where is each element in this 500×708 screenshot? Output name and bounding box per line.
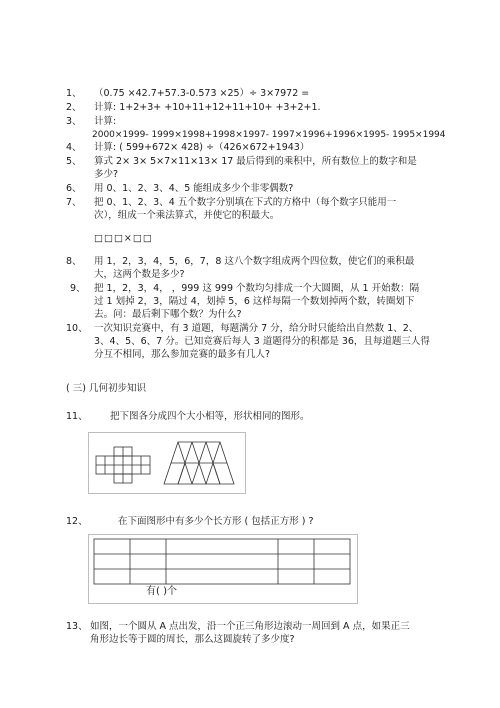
problem-13-text-line-1: 如图，一个圆从 A 点出发，沿一个正三角形边滚动一周回到 A 点，如果正三 [90,621,410,632]
problem-9-text-line-2: 过 1 划掉 2，3，隔过 4，划掉 5，6 这样每隔一个数划掉两个数，转圈划下 [94,296,415,307]
problem-3-text: 计算: [94,116,117,127]
problem-4-number: 4、 [66,142,82,153]
figure-12-rectangle-grid [88,534,358,604]
problem-11-number: 11、 [66,411,88,422]
problem-1-number: 1、 [66,88,82,99]
problem-8-text-line-1: 用 1，2，3，4，5，6，7，8 这八个数字组成两个四位数，使它们的乘积最 [94,256,415,267]
problem-2-number: 2、 [66,102,82,113]
problem-3-number: 3、 [66,116,82,127]
problem-3-expression: 2000×1999- 1999×1998+1998×1997- 1997×1996+1996×1995- 1995×1994 [92,130,446,140]
problem-5-text-line-2: 多少? [94,169,119,180]
problem-11-text: 把下图各分成四个大小相等，形状相同的图形。 [110,411,310,422]
problem-13-number: 13、 [66,621,88,632]
problem-6-number: 6、 [66,183,82,194]
section-heading: ( 三) 几何初步知识 [66,383,146,394]
problem-6-text: 用 0、1、2、3、4、5 能组成多少个非零偶数? [94,183,294,194]
problem-9-text-line-3: 去。问：最后剩下哪个数？为什么? [94,309,242,320]
figure-11-grid-shape [96,447,150,483]
problem-12-number: 12、 [66,516,88,527]
problem-2-text: 计算: 1+2+3+ +10+11+12+11+10+ +3+2+1. [94,102,321,113]
figure-11-shapes [88,432,246,494]
problem-7-text-line-2: 次），组成一个乘法算式，并使它的积最大。 [94,210,280,221]
problem-8-text-line-2: 大，这两个数是多少? [94,269,185,280]
problem-8-number: 8、 [66,256,82,267]
figure-11-trapezoid-shape [164,442,234,484]
problem-4-text: 计算: ( 599+672× 428) ÷（426×672+1943） [94,142,310,153]
problem-10-number: 10、 [66,323,88,334]
problem-10-text-line-1: 一次知识竞赛中，有 3 道题，每题满分 7 分，给分时只能给出自然数 1、2、 [94,323,419,334]
problem-7-box-expression: □□□×□□ [94,233,153,244]
figure-12-grid-lines [94,539,350,584]
problem-5-text-line-1: 算式 2× 3× 5×7×11×13× 17 最后得到的乘积中，所有数位上的数字和是 [94,156,417,167]
problem-9-number: 9、 [70,283,86,294]
problem-5-number: 5、 [66,156,82,167]
problem-13-text-line-2: 角形边长等于圆的周长，那么这圆旋转了多少度? [90,634,295,645]
problem-1-text: （0.75 ×42.7+57.3-0.573 ×25）÷ 3×7972 = [94,88,310,99]
problem-12-text: 在下面图形中有多少个长方形 ( 包括正方形 ) ? [118,516,314,527]
problem-9-text-line-1: 把 1，2，3，4， ，999 这 999 个数均匀排成一个大圆圈，从 1 开始数：隔 [94,283,420,294]
problem-7-text-line-1: 把 0、1、2、3、4 五个数字分别填在下式的方格中（每个数字只能用一 [94,197,397,208]
figure-12-caption: 有( )个 [146,586,177,597]
problem-10-text-line-3: 分互不相同，那么参加竞赛的最多有几人? [94,349,271,360]
problem-10-text-line-2: 3、4、5、6、7 分。已知竞赛后每人 3 道题得分的积都是 36，且每道题三人得 [94,336,430,347]
problem-7-number: 7、 [66,197,82,208]
